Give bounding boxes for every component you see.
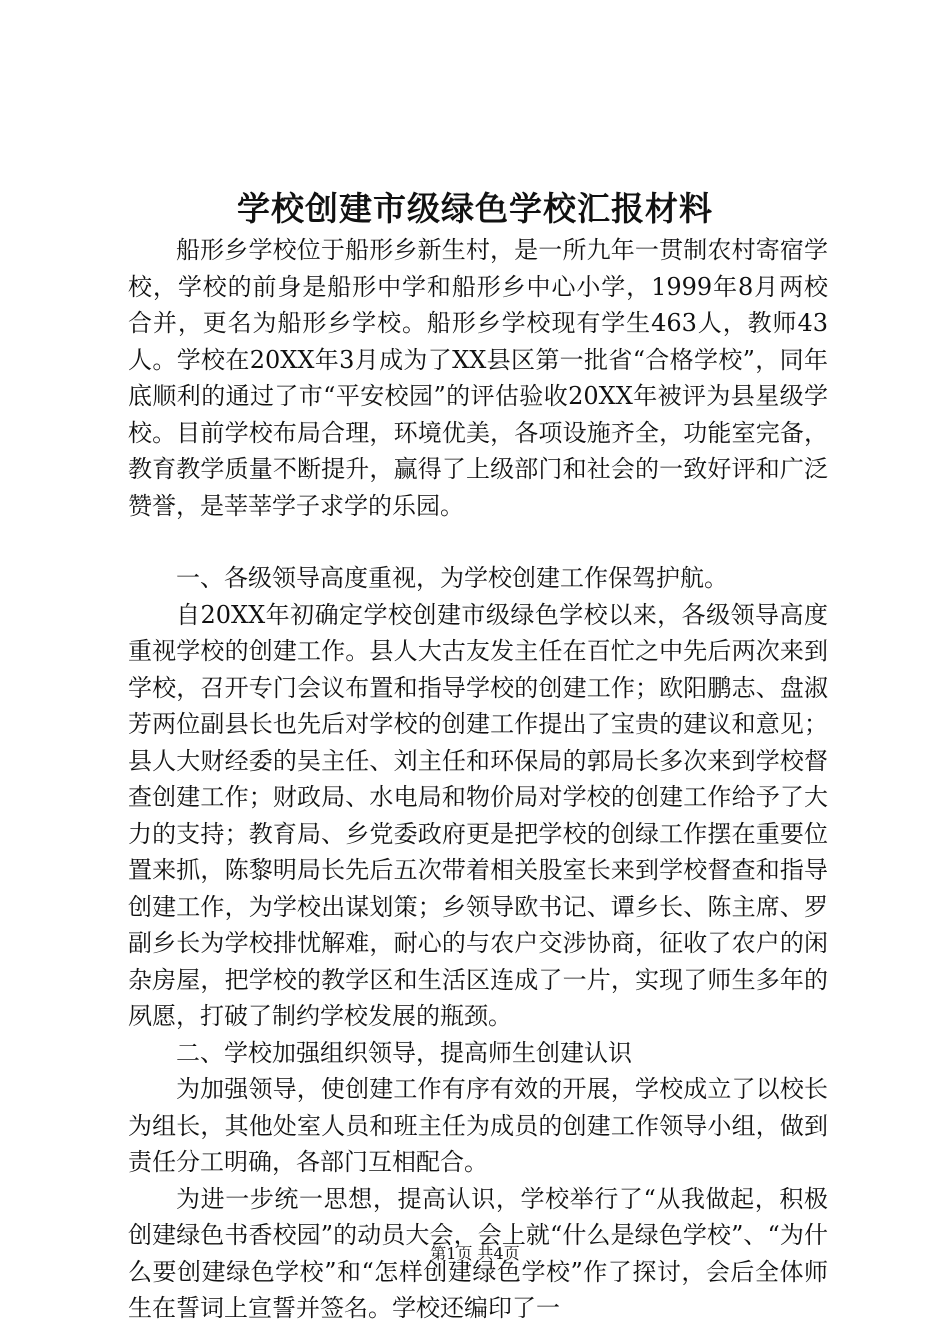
- paragraph-mobilization: 为进一步统一思想，提高认识，学校举行了“从我做起，积极创建绿色书香校园”的动员大会，会上就“什么是绿色学校”、“为什么要创建绿色学校”和“怎样创建绿色学校”作了探讨，会后全体师生在誓词上宣誓并签名。学校还编印了一: [128, 1184, 828, 1322]
- document-body: [128, 232, 828, 1327]
- page-footer: 第1页 共4页: [430, 1244, 520, 1263]
- paragraph-organization: 为加强领导，使创建工作有序有效的开展，学校成立了以校长为组长，其他处室人员和班主任为成员的创建工作领导小组，做到责任分工明确，各部门互相配合。: [128, 1075, 828, 1176]
- paragraph-leadership: 自20XX年初确定学校创建市级绿色学校以来，各级领导高度重视学校的创建工作。县人大古友发主任在百忙之中先后两次来到学校，召开专门会议布置和指导学校的创建工作；欧阳鹏志、盘淑芳两位副县长也先后对学校的创建工作提出了宝贵的建议和意见；县人大财经委的吴主任、刘主任和环保局的郭局长多次来到学校督查创建工作；财政局、水电局和物价局对学校的创建工作给予了大力的支持；教育局、乡党委政府更是把学校的创绿工作摆在重要位置来抓，陈黎明局长先后五次带着相关股室长来到学校督查和指导创建工作，为学校出谋划策；乡领导欧书记、谭乡长、陈主席、罗副乡长为学校排忧解难，耐心的与农户交涉协商，征收了农户的闲杂房屋，把学校的教学区和生活区连成了一片，实现了师生多年的夙愿，打破了制约学校发展的瓶颈。: [128, 600, 828, 1030]
- section-heading-2: 二、学校加强组织领导，提高师生创建认识: [176, 1038, 632, 1067]
- paragraph-intro: 船形乡学校位于船形乡新生村，是一所九年一贯制农村寄宿学校，学校的前身是船形中学和船形乡中心小学，1999年8月两校合并，更名为船形乡学校。船形乡学校现有学生463人，教师43人。学校在20XX年3月成为了XX县区第一批省“合格学校”，同年底顺利的通过了市“平安校园”的评估验收20XX年被评为县星级学校。目前学校布局合理，环境优美，各项设施齐全，功能室完备，教育教学质量不断提升，赢得了上级部门和社会的一致好评和广泛赞誉，是莘莘学子求学的乐园。: [128, 236, 828, 520]
- document-title: 学校创建市级绿色学校汇报材料: [237, 189, 713, 228]
- section-heading-1: 一、各级领导高度重视，为学校创建工作保驾护航。: [176, 564, 728, 592]
